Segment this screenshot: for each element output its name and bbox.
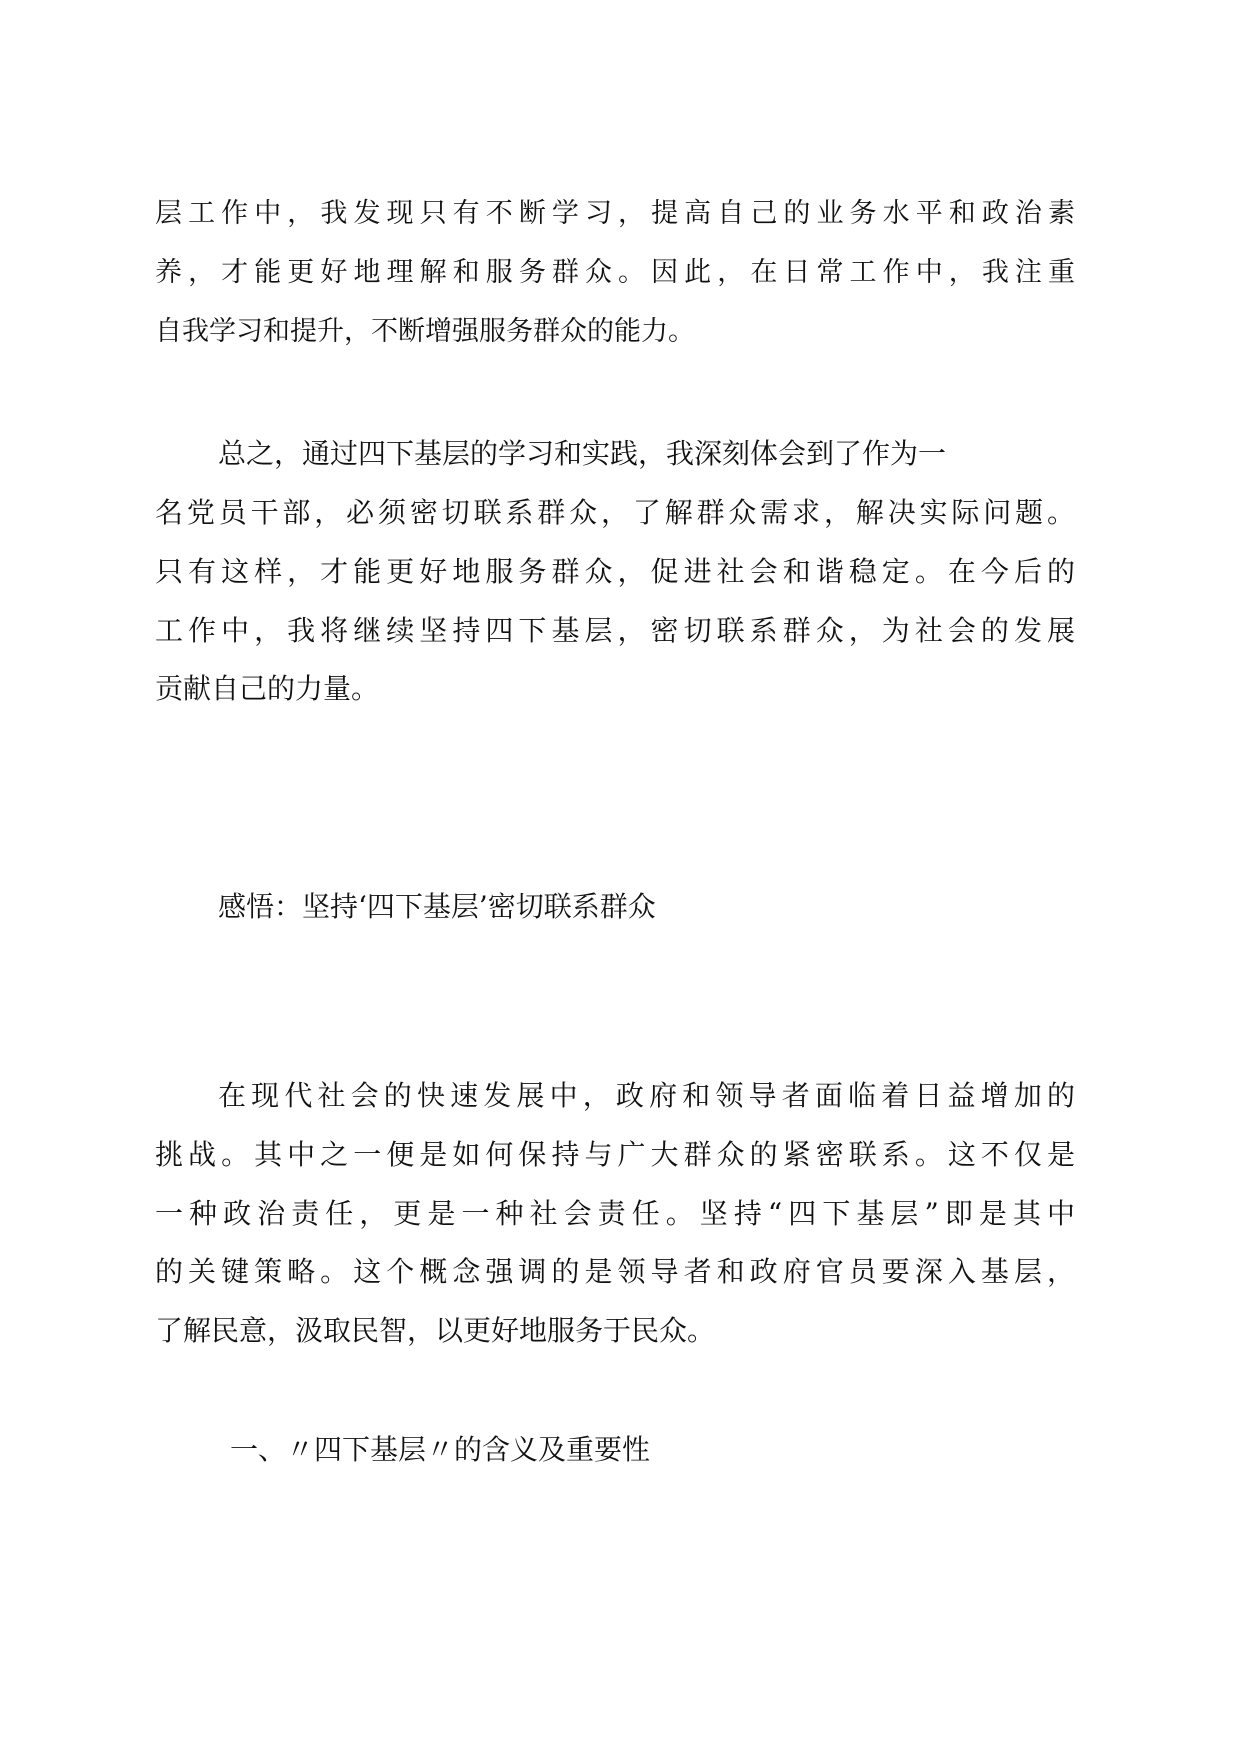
paragraph-1-line-1: 层工作中，我发现只有不断学习，提高自己的业务水平和政治素 [155, 198, 1075, 229]
paragraph-2-line-3: 只有这样，才能更好地服务群众，促进社会和谐稳定。在今后的 [155, 555, 1075, 588]
paragraph-1-line-2: 养，才能更好地理解和服务群众。因此，在日常工作中，我注重 [155, 257, 1075, 288]
paragraph-2-line-5: 贡献自己的力量。 [155, 672, 380, 705]
paragraph-2-line-2: 名党员干部，必须密切联系群众，了解群众需求，解决实际问题。 [155, 496, 1075, 529]
paragraph-3-line-5: 了解民意，汲取民智，以更好地服务于民众。 [155, 1314, 716, 1347]
paragraph-3-line-2: 挑战。其中之一便是如何保持与广大群众的紧密联系。这不仅是 [155, 1138, 1075, 1171]
article-title: 感悟：坚持‘四下基层’密切联系群众 [218, 890, 656, 923]
paragraph-2-line-4: 工作中，我将继续坚持四下基层，密切联系群众，为社会的发展 [155, 614, 1075, 647]
paragraph-2-line-1: 总之，通过四下基层的学习和实践，我深刻体会到了作为一 [218, 437, 947, 470]
paragraph-3-line-3: 一种政治责任，更是一种社会责任。坚持“四下基层”即是其中 [155, 1197, 1075, 1230]
paragraph-3-line-1: 在现代社会的快速发展中，政府和领导者面临着日益增加的 [218, 1079, 1075, 1112]
section-heading: 一、〃四下基层〃的含义及重要性 [230, 1433, 651, 1466]
paragraph-1-line-3: 自我学习和提升，不断增强服务群众的能力。 [155, 316, 695, 347]
paragraph-3-line-4: 的关键策略。这个概念强调的是领导者和政府官员要深入基层， [155, 1255, 1075, 1288]
